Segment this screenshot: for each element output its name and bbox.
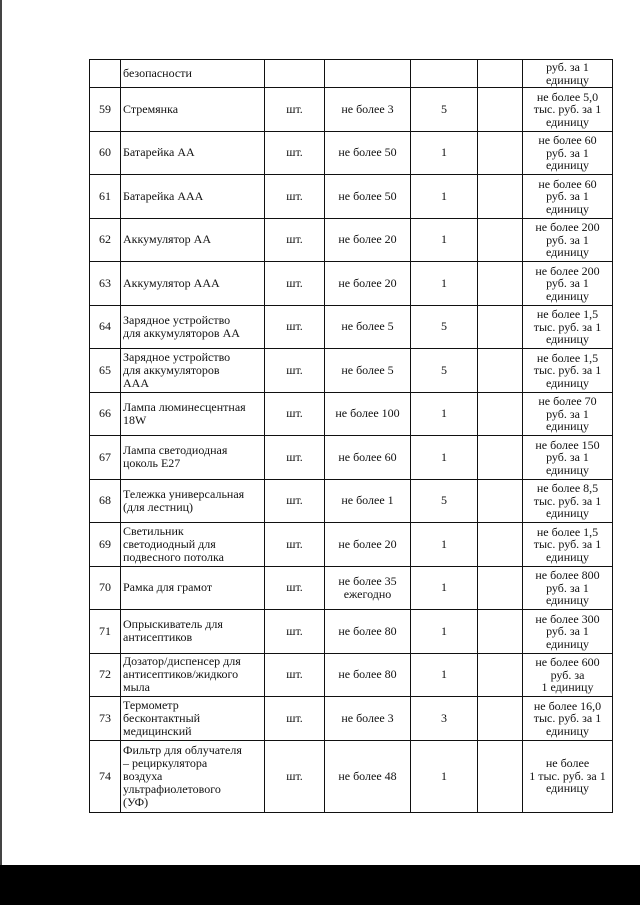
item-unit: шт.	[265, 262, 325, 306]
item-name: Батарейка ААА	[121, 175, 265, 219]
empty-cell	[478, 305, 523, 349]
empty-cell	[478, 349, 523, 393]
table-row	[90, 392, 613, 436]
item-price: не более 8,5 тыс. руб. за 1 единицу	[523, 479, 613, 523]
item-quantity: не более 80	[325, 653, 411, 697]
item-unit: шт.	[265, 305, 325, 349]
item-price: не более 300 руб. за 1 единицу	[523, 610, 613, 654]
item-name: Тележка универсальная (для лестниц)	[121, 479, 265, 523]
item-quantity: не более 3	[325, 88, 411, 132]
item-quantity: не более 48	[325, 740, 411, 812]
row-number: 67	[90, 436, 121, 480]
table-row	[90, 566, 613, 610]
item-unit: шт.	[265, 175, 325, 219]
item-price: не более 5,0 тыс. руб. за 1 единицу	[523, 88, 613, 132]
empty-cell	[478, 60, 523, 88]
item-count: 1	[411, 740, 478, 812]
item-unit: шт.	[265, 131, 325, 175]
item-price: не более 1 тыс. руб. за 1 единицу	[523, 740, 613, 812]
item-count: 3	[411, 697, 478, 741]
item-quantity	[325, 60, 411, 88]
item-unit: шт.	[265, 740, 325, 812]
item-unit: шт.	[265, 479, 325, 523]
item-count	[411, 60, 478, 88]
item-quantity: не более 1	[325, 479, 411, 523]
empty-cell	[478, 523, 523, 567]
table-row	[90, 479, 613, 523]
item-name: Термометр бесконтактный медицинский	[121, 697, 265, 741]
table-body	[90, 60, 613, 813]
item-quantity: не более 50	[325, 175, 411, 219]
item-count: 1	[411, 392, 478, 436]
item-name: Опрыскиватель для антисептиков	[121, 610, 265, 654]
empty-cell	[478, 566, 523, 610]
item-name: Рамка для грамот	[121, 566, 265, 610]
item-name: Фильтр для облучателя – рециркулятора воздуха ультрафиолетового (УФ)	[121, 740, 265, 812]
item-unit: шт.	[265, 653, 325, 697]
procurement-table	[89, 59, 613, 813]
item-count: 5	[411, 88, 478, 132]
row-number: 74	[90, 740, 121, 812]
table-row	[90, 175, 613, 219]
item-price: не более 200 руб. за 1 единицу	[523, 262, 613, 306]
item-price: не более 800 руб. за 1 единицу	[523, 566, 613, 610]
item-unit: шт.	[265, 392, 325, 436]
item-name: Дозатор/диспенсер для антисептиков/жидкого мыла	[121, 653, 265, 697]
empty-cell	[478, 262, 523, 306]
item-price: руб. за 1 единицу	[523, 60, 613, 88]
item-price: не более 1,5 тыс. руб. за 1 единицу	[523, 305, 613, 349]
item-count: 1	[411, 436, 478, 480]
item-price: не более 16,0 тыс. руб. за 1 единицу	[523, 697, 613, 741]
item-name: Зарядное устройство для аккумуляторов АА	[121, 305, 265, 349]
item-price: не более 1,5 тыс. руб. за 1 единицу	[523, 349, 613, 393]
item-count: 1	[411, 262, 478, 306]
row-number	[90, 60, 121, 88]
row-number: 66	[90, 392, 121, 436]
empty-cell	[478, 479, 523, 523]
item-name: Лампа люминесцентная 18W	[121, 392, 265, 436]
item-name: Аккумулятор ААА	[121, 262, 265, 306]
row-number: 70	[90, 566, 121, 610]
table-row	[90, 262, 613, 306]
item-quantity: не более 3	[325, 697, 411, 741]
item-price: не более 60 руб. за 1 единицу	[523, 175, 613, 219]
item-count: 1	[411, 131, 478, 175]
item-quantity: не более 80	[325, 610, 411, 654]
item-price: не более 60 руб. за 1 единицу	[523, 131, 613, 175]
table-row	[90, 697, 613, 741]
item-quantity: не более 20	[325, 523, 411, 567]
row-number: 64	[90, 305, 121, 349]
item-name: безопасности	[121, 60, 265, 88]
item-count: 5	[411, 305, 478, 349]
item-unit: шт.	[265, 88, 325, 132]
empty-cell	[478, 131, 523, 175]
item-unit: шт.	[265, 523, 325, 567]
table-row	[90, 436, 613, 480]
row-number: 65	[90, 349, 121, 393]
item-price: не более 1,5 тыс. руб. за 1 единицу	[523, 523, 613, 567]
item-unit: шт.	[265, 218, 325, 262]
item-unit: шт.	[265, 349, 325, 393]
item-quantity: не более 20	[325, 218, 411, 262]
item-quantity: не более 5	[325, 305, 411, 349]
row-number: 62	[90, 218, 121, 262]
empty-cell	[478, 175, 523, 219]
item-count: 1	[411, 610, 478, 654]
empty-cell	[478, 392, 523, 436]
empty-cell	[478, 610, 523, 654]
item-count: 1	[411, 566, 478, 610]
item-name: Зарядное устройство для аккумуляторов ААА	[121, 349, 265, 393]
table-row	[90, 131, 613, 175]
item-price: не более 70 руб. за 1 единицу	[523, 392, 613, 436]
empty-cell	[478, 218, 523, 262]
table-row	[90, 88, 613, 132]
item-count: 1	[411, 653, 478, 697]
row-number: 71	[90, 610, 121, 654]
item-quantity: не более 60	[325, 436, 411, 480]
scan-bottom-band	[0, 865, 640, 905]
row-number: 72	[90, 653, 121, 697]
row-number: 68	[90, 479, 121, 523]
item-price: не более 600 руб. за 1 единицу	[523, 653, 613, 697]
row-number: 59	[90, 88, 121, 132]
item-name: Лампа светодиодная цоколь Е27	[121, 436, 265, 480]
item-quantity: не более 50	[325, 131, 411, 175]
item-name: Стремянка	[121, 88, 265, 132]
row-number: 73	[90, 697, 121, 741]
item-unit	[265, 60, 325, 88]
item-name: Светильник светодиодный для подвесного потолка	[121, 523, 265, 567]
empty-cell	[478, 740, 523, 812]
item-count: 1	[411, 523, 478, 567]
row-number: 61	[90, 175, 121, 219]
table-row	[90, 349, 613, 393]
item-unit: шт.	[265, 610, 325, 654]
table-row	[90, 60, 613, 88]
empty-cell	[478, 653, 523, 697]
item-count: 5	[411, 349, 478, 393]
scan-left-edge	[0, 0, 2, 865]
empty-cell	[478, 88, 523, 132]
item-name: Батарейка АА	[121, 131, 265, 175]
item-count: 1	[411, 218, 478, 262]
table-row	[90, 653, 613, 697]
row-number: 60	[90, 131, 121, 175]
item-unit: шт.	[265, 566, 325, 610]
table-row	[90, 523, 613, 567]
row-number: 69	[90, 523, 121, 567]
table-row	[90, 610, 613, 654]
item-quantity: не более 5	[325, 349, 411, 393]
item-quantity: не более 20	[325, 262, 411, 306]
item-count: 1	[411, 175, 478, 219]
table-row	[90, 740, 613, 812]
empty-cell	[478, 697, 523, 741]
item-price: не более 200 руб. за 1 единицу	[523, 218, 613, 262]
item-name: Аккумулятор АА	[121, 218, 265, 262]
item-unit: шт.	[265, 436, 325, 480]
item-quantity: не более 35 ежегодно	[325, 566, 411, 610]
item-price: не более 150 руб. за 1 единицу	[523, 436, 613, 480]
item-unit: шт.	[265, 697, 325, 741]
item-quantity: не более 100	[325, 392, 411, 436]
item-count: 5	[411, 479, 478, 523]
table-row	[90, 218, 613, 262]
empty-cell	[478, 436, 523, 480]
row-number: 63	[90, 262, 121, 306]
table-row	[90, 305, 613, 349]
